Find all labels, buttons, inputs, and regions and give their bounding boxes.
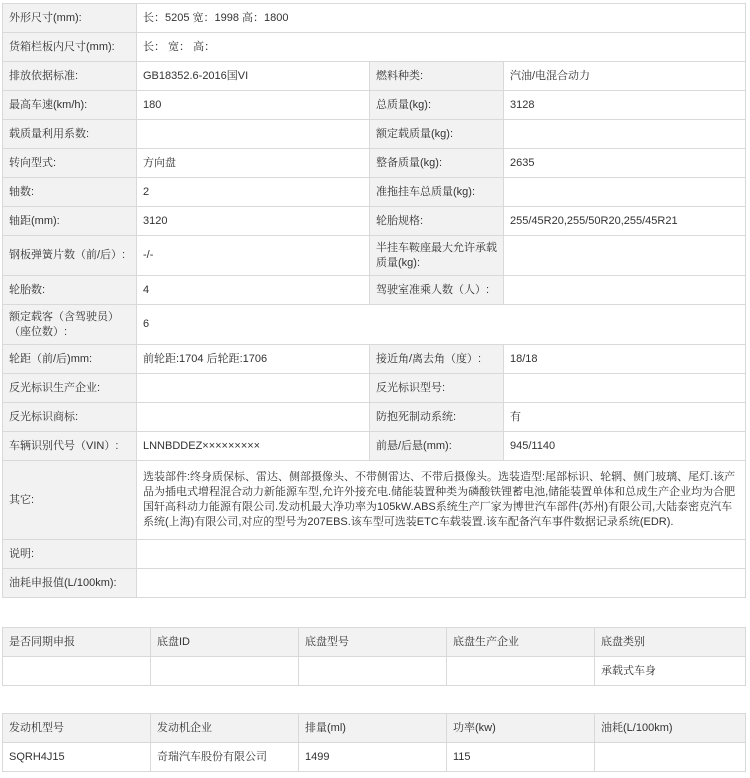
spec-row [3, 432, 746, 461]
engine-header-row [3, 714, 746, 743]
chassis-data-cell [3, 657, 151, 686]
spec-row [3, 91, 746, 120]
spec-value: 3120 [137, 207, 370, 236]
spec-row [3, 178, 746, 207]
spec-value: 2 [137, 178, 370, 207]
chassis-header-cell: 是否同期申报 [3, 628, 151, 657]
spec-value: 长：5205 宽：1998 高：1800 [137, 4, 746, 33]
spec-value: 255/45R20,255/50R20,255/45R21 [504, 207, 746, 236]
spec-value [137, 569, 746, 598]
spec-label: 额定载客（含驾驶员）（座位数）: [3, 305, 137, 345]
chassis-data-cell [151, 657, 299, 686]
vehicle-spec-table [2, 3, 746, 598]
spec-value: 4 [137, 276, 370, 305]
spec-row [3, 569, 746, 598]
spec-label: 防抱死制动系统: [370, 403, 504, 432]
spec-value: 180 [137, 91, 370, 120]
spec-label: 整备质量(kg): [370, 149, 504, 178]
spec-label: 前悬/后悬(mm): [370, 432, 504, 461]
spec-label: 轴数: [3, 178, 137, 207]
engine-data-cell: 奇瑞汽车股份有限公司 [151, 743, 299, 772]
engine-header-cell: 排量(ml) [299, 714, 447, 743]
spec-value: 前轮距:1704 后轮距:1706 [137, 345, 370, 374]
spec-value [137, 120, 370, 149]
spec-label: 轴距(mm): [3, 207, 137, 236]
spec-label: 说明: [3, 540, 137, 569]
spec-value: 选装部件:终身质保标、雷达、侧部摄像头、不带侧雷达、不带后摄像头。选装造型:尾部标识、轮辋、侧门玻璃、尾灯.该产品为插电式增程混合动力新能源车型,允许外接充电.储能装置种类为磷酸铁锂蓄电池,储能装置单体和总成生产企业均为合肥国轩高科动力能源有限公司.发动机最大净功率为105kW.ABS系统生产厂家为博世汽车部件(苏州)有限公司,大陆泰密克汽车系统(上海)有限公司,对应的型号为207EBS.该车型可选装ETC车载装置.该车配备汽车事件数据记录系统(EDR). [137, 461, 746, 540]
spec-value [137, 403, 370, 432]
spec-value: GB18352.6-2016国VI [137, 62, 370, 91]
spec-label: 总质量(kg): [370, 91, 504, 120]
chassis-data-cell [447, 657, 595, 686]
spec-value [137, 374, 370, 403]
chassis-header-row [3, 628, 746, 657]
engine-header-cell: 功率(kw) [447, 714, 595, 743]
chassis-header-cell: 底盘ID [151, 628, 299, 657]
engine-data-row [3, 743, 746, 772]
spec-value: LNNBDDEZ××××××××× [137, 432, 370, 461]
chassis-data-cell [299, 657, 447, 686]
vehicle-spec-body [3, 4, 746, 598]
spec-row [3, 33, 746, 62]
engine-data-cell: 115 [447, 743, 595, 772]
spec-label: 载质量利用系数: [3, 120, 137, 149]
spec-label: 准拖挂车总质量(kg): [370, 178, 504, 207]
spec-label: 最高车速(km/h): [3, 91, 137, 120]
spec-row [3, 461, 746, 540]
spec-row [3, 276, 746, 305]
spec-value: 有 [504, 403, 746, 432]
engine-header-cell: 发动机企业 [151, 714, 299, 743]
engine-data-cell: SQRH4J15 [3, 743, 151, 772]
spec-row [3, 403, 746, 432]
spec-label: 油耗申报值(L/100km): [3, 569, 137, 598]
spec-value: 汽油/电混合动力 [504, 62, 746, 91]
spec-value [504, 276, 746, 305]
spec-label: 外形尺寸(mm): [3, 4, 137, 33]
spec-value [504, 374, 746, 403]
spec-label: 车辆识别代号（VIN）: [3, 432, 137, 461]
spec-label: 转向型式: [3, 149, 137, 178]
spec-value: 18/18 [504, 345, 746, 374]
spec-value: 3128 [504, 91, 746, 120]
spec-label: 轮距（前/后)mm: [3, 345, 137, 374]
chassis-data-row [3, 657, 746, 686]
spec-label: 货箱栏板内尺寸(mm): [3, 33, 137, 62]
spec-label: 燃料种类: [370, 62, 504, 91]
spec-label: 钢板弹簧片数（前/后）: [3, 236, 137, 276]
spec-row [3, 374, 746, 403]
spec-row [3, 345, 746, 374]
spec-value: 方向盘 [137, 149, 370, 178]
spec-row [3, 305, 746, 345]
spec-label: 轮胎数: [3, 276, 137, 305]
spec-value: 945/1140 [504, 432, 746, 461]
spec-label: 额定载质量(kg): [370, 120, 504, 149]
chassis-header-cell: 底盘生产企业 [447, 628, 595, 657]
spec-label: 反光标识型号: [370, 374, 504, 403]
spec-row [3, 4, 746, 33]
spec-label: 排放依据标准: [3, 62, 137, 91]
spec-value [504, 120, 746, 149]
chassis-header-cell: 底盘类别 [595, 628, 746, 657]
spec-label: 半挂车鞍座最大允许承载质量(kg): [370, 236, 504, 276]
engine-header-cell: 发动机型号 [3, 714, 151, 743]
spec-row [3, 207, 746, 236]
spec-value [504, 236, 746, 276]
chassis-data-cell: 承载式车身 [595, 657, 746, 686]
spec-row [3, 236, 746, 276]
spec-row [3, 540, 746, 569]
spec-value: 2635 [504, 149, 746, 178]
spec-row [3, 149, 746, 178]
spec-label: 其它: [3, 461, 137, 540]
spec-label: 接近角/离去角（度）: [370, 345, 504, 374]
spec-value [504, 178, 746, 207]
spec-value: -/- [137, 236, 370, 276]
spec-row [3, 120, 746, 149]
spec-value: 长： 宽： 高： [137, 33, 746, 62]
spec-value [137, 540, 746, 569]
spec-label: 轮胎规格: [370, 207, 504, 236]
engine-header-cell: 油耗(L/100km) [595, 714, 746, 743]
engine-data-cell: 1499 [299, 743, 447, 772]
engine-table [2, 713, 746, 772]
chassis-table [2, 627, 746, 686]
chassis-header-cell: 底盘型号 [299, 628, 447, 657]
engine-data-cell [595, 743, 746, 772]
spec-row [3, 62, 746, 91]
spec-label: 反光标识商标: [3, 403, 137, 432]
spec-label: 反光标识生产企业: [3, 374, 137, 403]
spec-label: 驾驶室准乘人数（人）: [370, 276, 504, 305]
spec-value: 6 [137, 305, 746, 345]
